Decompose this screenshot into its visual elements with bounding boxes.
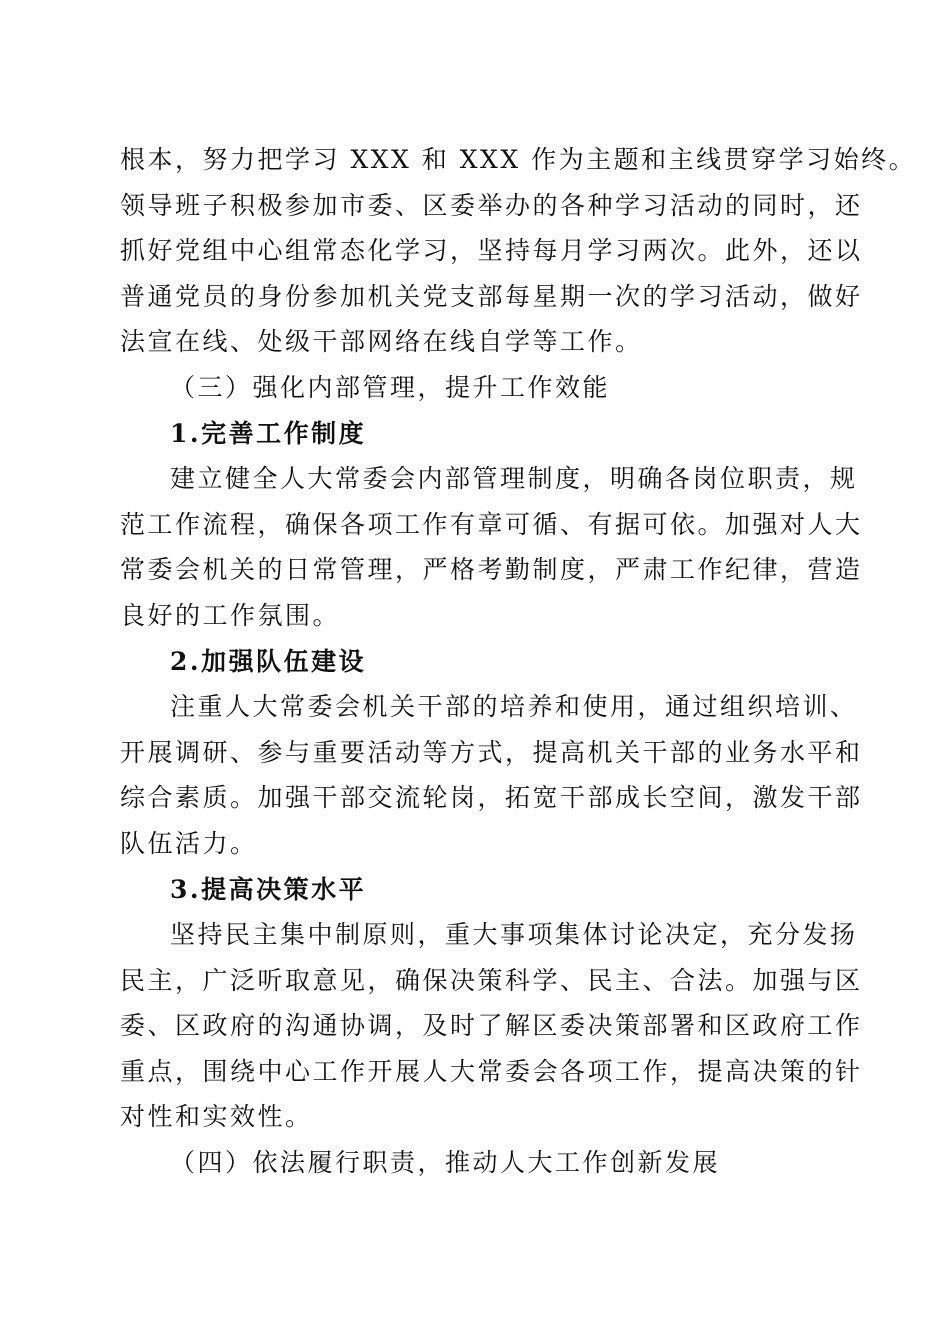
document-body: [120, 137, 917, 1186]
paragraph-line: 开展调研、参与重要活动等方式，提高机关干部的业务水平和: [120, 737, 863, 767]
paragraph-item-1: [120, 456, 863, 638]
paragraph-line: 对性和实效性。: [120, 1102, 313, 1132]
paragraph-line: 坚持民主集中制原则，重大事项集体讨论决定，充分发扬: [170, 920, 858, 950]
paragraph-line: 注重人大常委会机关干部的培养和使用，通过组织培训、: [170, 692, 858, 722]
paragraph-line: 根本，努力把学习 XXX 和 XXX 作为主题和主线贯穿学习始终。: [120, 145, 917, 174]
paragraph-line: 委、区政府的沟通协调，及时了解区委决策部署和区政府工作: [120, 1011, 863, 1041]
paragraph-line: 民主，广泛听取意见，确保决策科学、民主、合法。加强与区: [120, 965, 863, 995]
paragraph-line: 建立健全人大常委会内部管理制度，明确各岗位职责，规: [170, 464, 858, 494]
item-heading-2: 2.加强队伍建设: [170, 646, 367, 676]
paragraph-line: 抓好党组中心组常态化学习，坚持每月学习两次。此外，还以: [120, 236, 863, 266]
paragraph-line: 普通党员的身份参加机关党支部每星期一次的学习活动，做好: [120, 281, 863, 311]
paragraph-item-2: [120, 684, 863, 866]
section-heading-3: （三）强化内部管理，提升工作效能: [170, 372, 611, 402]
paragraph-line: 常委会机关的日常管理，严格考勤制度，严肃工作纪律，营造: [120, 555, 863, 585]
paragraph-line: 综合素质。加强干部交流轮岗，拓宽干部成长空间，激发干部: [120, 783, 863, 813]
paragraph-intro: [120, 137, 917, 365]
item-heading-3: 3.提高决策水平: [170, 874, 367, 904]
paragraph-line: 领导班子积极参加市委、区委举办的各种学习活动的同时，还: [120, 190, 863, 220]
paragraph-line: 重点，围绕中心工作开展人大常委会各项工作，提高决策的针: [120, 1056, 863, 1086]
paragraph-line: 法宣在线、处级干部网络在线自学等工作。: [120, 327, 643, 357]
section-heading-4: （四）依法履行职责，推动人大工作创新发展: [170, 1148, 721, 1178]
item-heading-1: 1.完善工作制度: [170, 418, 367, 448]
paragraph-line: 队伍活力。: [120, 828, 258, 858]
paragraph-line: 范工作流程，确保各项工作有章可循、有据可依。加强对人大: [120, 509, 863, 539]
paragraph-item-3: [120, 912, 863, 1140]
paragraph-line: 良好的工作氛围。: [120, 600, 341, 630]
